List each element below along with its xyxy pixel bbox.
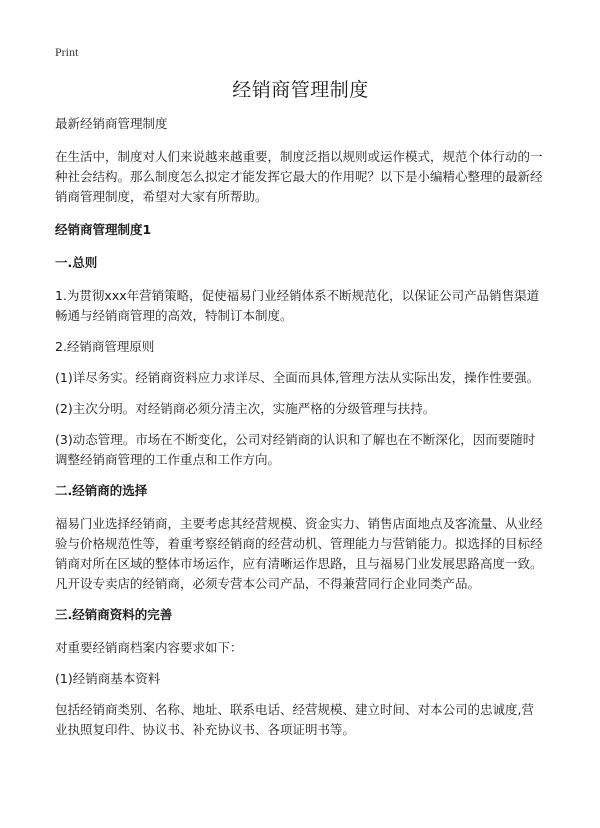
part1-heading: 一.总则 bbox=[55, 255, 98, 270]
part1-paragraph-3: (1)详尽务实。经销商资料应力求详尽、全面而具体,管理方法从实际出发，操作性要强。 bbox=[55, 370, 540, 385]
part1-paragraph-4: (2)主次分明。对经销商必须分清主次，实施严格的分级管理与扶持。 bbox=[55, 401, 436, 416]
part2-heading: 二.经销商的选择 bbox=[55, 483, 148, 498]
part2-paragraph-1: 福易门业选择经销商，主要考虑其经营规模、资金实力、销售店面地点及客流量、从业经验与价格规范性等，着重考察经销商的经营动机、管理能力与营销能力。拟选择的目标经销商对所在区域的整体市场运作，应有清晰运作思路，且与福易门业发展思路高度一致。凡开设专卖店的经销商，必须专营本公司产品，不得兼营同行企业同类产品。 bbox=[55, 516, 543, 591]
part1-paragraph-1: 1.为贯彻xxx年营销策略，促使福易门业经销体系不断规范化，以保证公司产品销售渠道畅通与经销商管理的高效，特制订本制度。 bbox=[55, 288, 540, 323]
part3-paragraph-3: 包括经销商类别、名称、地址、联系电话、经营规模、建立时间、对本公司的忠诚度,营业执照复印件、协议书、补充协议书、各项证明书等。 bbox=[55, 702, 534, 737]
part1-paragraph-5: (3)动态管理。市场在不断变化，公司对经销商的认识和了解也在不断深化，因而要随时调整经销商管理的工作重点和工作方向。 bbox=[55, 432, 536, 467]
intro-paragraph: 在生活中，制度对人们来说越来越重要，制度泛指以规则或运作模式，规范个体行动的一种社会结构。那么制度怎么拟定才能发挥它最大的作用呢？以下是小编精心整理的最新经销商管理制度，希望对大家有所帮助。 bbox=[55, 149, 543, 204]
part3-paragraph-1: 对重要经销商档案内容要求如下： bbox=[55, 640, 243, 655]
part3-paragraph-2: (1)经销商基本资料 bbox=[55, 671, 161, 686]
part1-paragraph-2: 2.经销商管理原则 bbox=[55, 339, 155, 354]
document-title: 经销商管理制度 bbox=[232, 79, 369, 101]
print-label: Print bbox=[55, 45, 79, 59]
part3-heading: 三.经销商资料的完善 bbox=[55, 607, 173, 622]
document-subtitle: 最新经销商管理制度 bbox=[55, 116, 168, 131]
section-title: 经销商管理制度1 bbox=[55, 222, 152, 237]
